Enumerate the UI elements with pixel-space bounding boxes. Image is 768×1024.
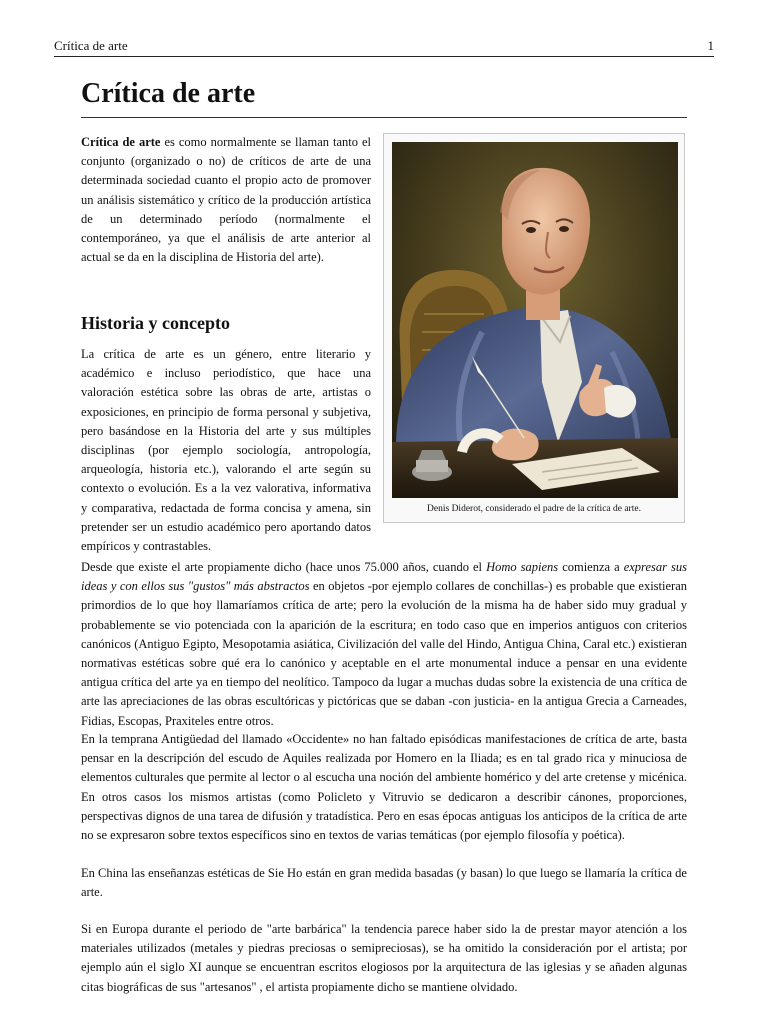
desde-text-2: comienza a <box>558 560 624 574</box>
figure-caption: Denis Diderot, considerado el padre de la crítica de arte. <box>427 504 641 514</box>
china-paragraph: En China las enseñanzas estéticas de Sie Ho están en gran medida basadas (y basan) lo que luego se llamaría la crítica de arte. <box>81 866 687 900</box>
running-title: Crítica de arte <box>54 38 128 53</box>
desde-text-1: Desde que existe el arte propiamente dicho (hace unos 75.000 años, cuando el <box>81 560 487 574</box>
portrait-figure <box>383 133 685 523</box>
expresar-phrase: expresar sus ideas y con ellos sus "gustos" más abstractos <box>81 560 687 594</box>
homo-sapiens-term: Homo sapiens <box>486 560 559 574</box>
antiguedad-paragraph: En la temprana Antigüedad del llamado «Occidente» no han faltado episódicas manifestaciones de crítica de arte, basta pensar en la descripción del escudo de Aquiles realizada por Homero en la Iliada; es en tal grado rica y minuciosa de elementos culturales que permite al lector o al escucha una noción del ambiente homérico y del arte cretense y micénica. En otros casos los mismos artistas (como Policleto y Vitruvio se dedicaron a describir cánones, proporciones, perspectivas dignos de una tarea de difusión y tratadística. Pero en esas épocas antiguas los anticipos de la crítica de arte no se expresaron sobre textos específicos sino en textos de varias temáticas (por ejemplo filosofía y poética). <box>81 732 687 843</box>
intro-paragraph <box>81 133 371 267</box>
diderot-portrait-image <box>392 142 678 498</box>
historia-paragraph: La crítica de arte es un género, entre literario y académico e incluso periodístico, que hace una valoración estética sobre las obras de arte, artistas o exposiciones, en principio de forma personal y subjetiva, pero basándose en la Historia del arte y sus múltiples disciplinas (por ejemplo sociología, antropología, arqueología, historia etc.), valorando el arte según su contexto o evolución. Es a la vez valorativa, informativa y comparativa, redactada de forma concisa y amena, sin pretender ser un estudio académico pero aportando datos empíricos y contrastables. <box>81 347 371 554</box>
intro-text: es como normalmente se llaman tanto el conjunto (organizado o no) de críticos de arte de una determinada sociedad cuanto el propio acto de promover un análisis sistemático y crítico de la producción artística de un determinado período (normalmente el contemporáneo, ya que el análisis de arte anterior al actual se da en la disciplina de Historia del arte). <box>81 135 371 265</box>
section-heading: Historia y concepto <box>81 313 230 333</box>
europa-paragraph: Si en Europa durante el periodo de "arte barbárica" la tendencia parece haber sido la de prestar mayor atención a los materiales utilizados (metales y piedras preciosas o semipreciosas), se ha omitido la consideración por el artista; por ejemplo aún el siglo XI aunque se encuentran escritos elogiosos por la arquitectura de las iglesias y se añaden algunas citas biográficas de sus "artesanos" , el artista propiamente dicho se mantiene olvidado. <box>81 922 687 994</box>
desde-text-3: en objetos -por ejemplo collares de conchillas-) es probable que existieran primordios de lo que hoy llamaríamos crítica de arte; pero la evolución de la misma ha de haber sido muy gradual y probablemente se vio potenciada con la aparición de la escritura; en todo caso que en imperios antiguos con criterios canónicos (Antiguo Egipto, Mesopotamia asiática, Civilización del valle del Hindo, Antigua China, Caral etc.) existieran normativas estéticas sobre qué era lo canónico y aceptable en el arte monumental induce a pensar en una evidente antigua crítica del arte ya en tiempo del neolítico. Tampoco da lugar a muchas dudas sobre la existencia de una crítica de arte las apreciaciones de las obras escultóricas y pictóricas que se daban -con justicia- en la antigua Grecia a Carneades, Fidias, Escopas, Praxiteles entre otros. <box>81 579 688 728</box>
running-header <box>54 38 714 57</box>
desde-paragraph <box>81 558 687 731</box>
page-number: 1 <box>707 38 714 53</box>
article-title: Crítica de arte <box>81 76 687 118</box>
intro-term: Crítica de arte <box>81 135 161 149</box>
